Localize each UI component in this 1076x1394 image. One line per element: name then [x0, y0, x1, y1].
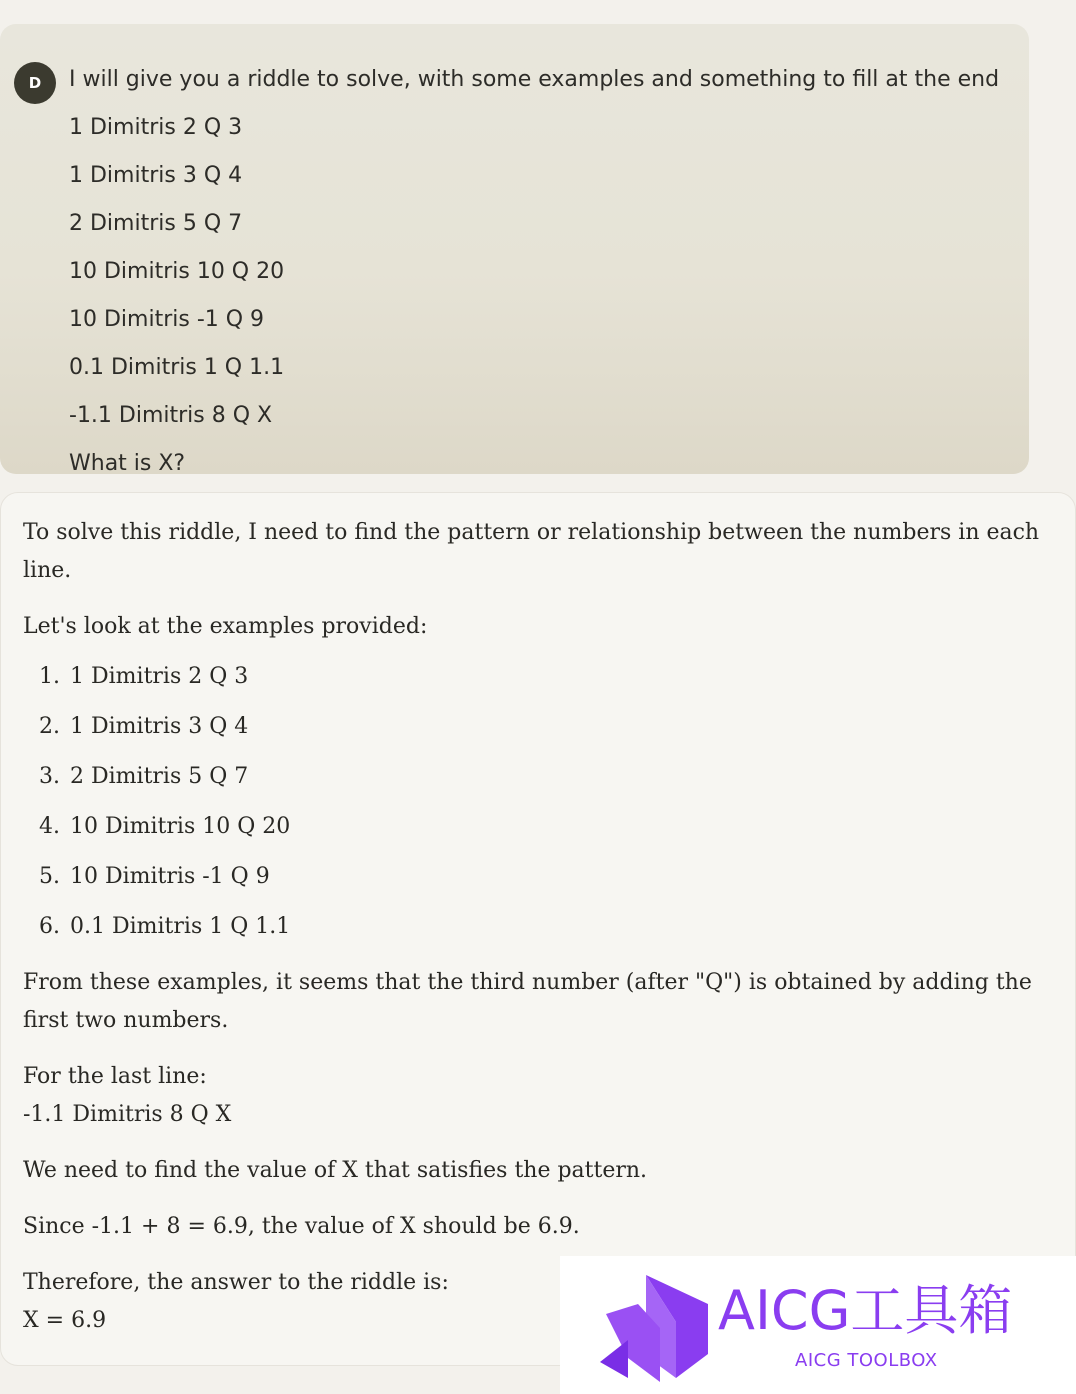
list-item-text: 1 Dimitris 3 Q 4 [70, 714, 249, 739]
answer-text: X = 6.9 [23, 1308, 107, 1333]
list-item-text: 2 Dimitris 5 Q 7 [70, 764, 249, 789]
user-avatar: D [14, 62, 56, 104]
list-item-text: 0.1 Dimitris 1 Q 1.1 [70, 914, 291, 939]
list-item-text: 10 Dimitris -1 Q 9 [70, 864, 270, 889]
user-message-line: 2 Dimitris 5 Q 7 [69, 211, 243, 236]
response-text: Therefore, the answer to the riddle is: [23, 1270, 449, 1295]
response-text: first two numbers. [23, 1008, 229, 1033]
user-message-line: 10 Dimitris -1 Q 9 [69, 307, 265, 332]
list-item-number: 2. [39, 714, 60, 739]
list-item-number: 6. [39, 914, 60, 939]
list-item-number: 3. [39, 764, 60, 789]
user-message-line: 10 Dimitris 10 Q 20 [69, 259, 285, 284]
user-message-line: -1.1 Dimitris 8 Q X [69, 403, 273, 428]
response-text: For the last line: [23, 1064, 207, 1089]
response-text: -1.1 Dimitris 8 Q X [23, 1102, 232, 1127]
watermark-subtitle: AICG TOOLBOX [795, 1350, 938, 1371]
user-message-line: 0.1 Dimitris 1 Q 1.1 [69, 355, 285, 380]
aicg-logo-icon [598, 1270, 710, 1386]
list-item-text: 1 Dimitris 2 Q 3 [70, 664, 249, 689]
user-message-line: 1 Dimitris 2 Q 3 [69, 115, 243, 140]
assistant-message-card [0, 492, 1076, 1366]
response-text: line. [23, 558, 72, 583]
list-item-number: 4. [39, 814, 60, 839]
response-text: From these examples, it seems that the third number (after "Q") is obtained by adding the [23, 970, 1032, 995]
list-item-number: 5. [39, 864, 60, 889]
response-text: Since -1.1 + 8 = 6.9, the value of X should be 6.9. [23, 1214, 580, 1239]
user-message-bubble [0, 24, 1029, 474]
user-message-line: What is X? [69, 451, 186, 476]
watermark-logo [560, 1256, 1076, 1394]
examples-heading: Let's look at the examples provided: [23, 614, 428, 639]
watermark-title: AICG工具箱 [718, 1279, 1013, 1342]
response-text: We need to find the value of X that satisfies the pattern. [23, 1158, 648, 1183]
list-item-number: 1. [39, 664, 60, 689]
response-text: To solve this riddle, I need to find the pattern or relationship between the numbers in each [23, 520, 1040, 545]
list-item-text: 10 Dimitris 10 Q 20 [70, 814, 291, 839]
user-message-line: 1 Dimitris 3 Q 4 [69, 163, 243, 188]
user-message-line: I will give you a riddle to solve, with some examples and something to fill at the end [69, 67, 1000, 92]
